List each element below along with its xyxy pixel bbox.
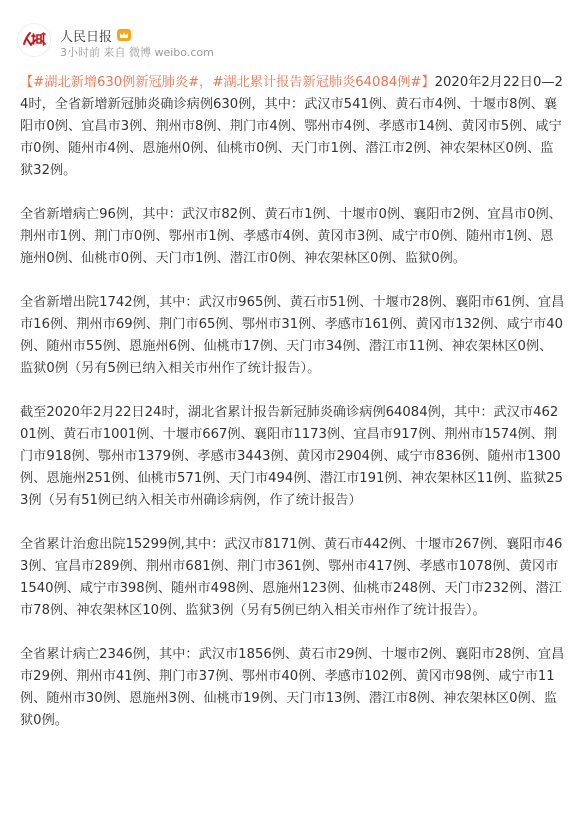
- vip-crown-icon: [117, 29, 131, 41]
- paragraph-new-discharges: 全省新增出院1742例，其中：武汉市965例、黄石市51例、十堰市28例、襄阳市61例、宜昌市16例、荆州市69例、荆门市65例、鄂州市31例、孝感市161例、黄冈市132例、咸宁市40例、随州市55例、恩施州6例、仙桃市17例、天门市34例、潜江市11例、神农架林区0例、监狱0例（另有5例已纳入相关市州作了统计报告）。: [20, 295, 565, 376]
- topic-separator: ，: [199, 75, 213, 90]
- topic-link-total-cases[interactable]: #湖北累计报告新冠肺炎64084例#: [212, 75, 422, 90]
- bracket-open: 【: [20, 75, 34, 90]
- paragraph-new-deaths: 全省新增病亡96例，其中：武汉市82例、黄石市1例、十堰市0例、襄阳市2例、宜昌市0例、荆州市1例、荆门市0例、鄂州市1例、孝感市4例、黄冈市3例、咸宁市0例、随州市1例、恩施州0例、仙桃市0例、天门市1例、潜江市0例、神农架林区0例、监狱0例。: [20, 207, 562, 266]
- paragraph-new-cases-text: 2020年2月22日0—24时，全省新增新冠肺炎确诊病例630例，其中：武汉市541例、黄石市4例、十堰市8例、襄阳市0例、宜昌市3例、荆州市8例、荆门市4例、鄂州市4例、孝感市14例、黄冈市5例、咸宁市0例、随州市4例、恩施州0例、仙桃市0例、天门市1例、潜江市2例、神农架林区0例、监狱32例。: [20, 75, 563, 178]
- author-name[interactable]: 人民日报: [60, 29, 113, 45]
- author-row: [60, 26, 131, 44]
- paragraph-cumulative-discharges: 全省累计治愈出院15299例,其中：武汉市8171例、黄石市442例、十堰市267例、襄阳市463例、宜昌市289例、荆州市681例、荆门市361例、鄂州市417例、孝感市1078例、黄冈市1540例、咸宁市398例、随州市498例、恩施州123例、仙桃市248例、天门市232例、潜江市78例、神农架林区10例、监狱3例（另有5例已纳入相关市州作了统计报告）。: [20, 537, 563, 618]
- paragraph-cumulative-cases: 截至2020年2月22日24时，湖北省累计报告新冠肺炎确诊病例64084例，其中：武汉市46201例、黄石市1001例、十堰市667例、襄阳市1173例、宜昌市917例、荆州市1574例、荆门市918例、鄂州市1379例、孝感市3443例、黄冈市2904例、咸宁市836例、随州市1300例、恩施州251例、仙桃市571例、天门市494例、潜江市191例、神农架林区11例、监狱253例（另有51例已纳入相关市州确诊病例，作了统计报告）: [20, 405, 564, 508]
- paragraph-new-cases: [20, 72, 565, 182]
- post-header: [0, 0, 583, 70]
- paragraph-cumulative-deaths: 全省累计病亡2346例，其中：武汉市1856例、黄石市29例、十堰市2例、襄阳市28例、宜昌市29例、荆州市41例、荆门市37例、鄂州市40例、孝感市102例、黄冈市98例、咸宁市11例、随州市30例、恩施州3例、仙桃市19例、天门市13例、潜江市8例、神农架林区0例、监狱0例。: [20, 647, 565, 728]
- topic-link-new-cases[interactable]: #湖北新增630例新冠肺炎#: [33, 75, 200, 90]
- people-daily-logo-icon: [18, 24, 50, 56]
- bracket-close: 】: [421, 75, 435, 90]
- avatar[interactable]: [17, 23, 51, 57]
- post-content: [20, 72, 565, 754]
- post-meta: 3小时前 来自 微博 weibo.com: [60, 46, 214, 59]
